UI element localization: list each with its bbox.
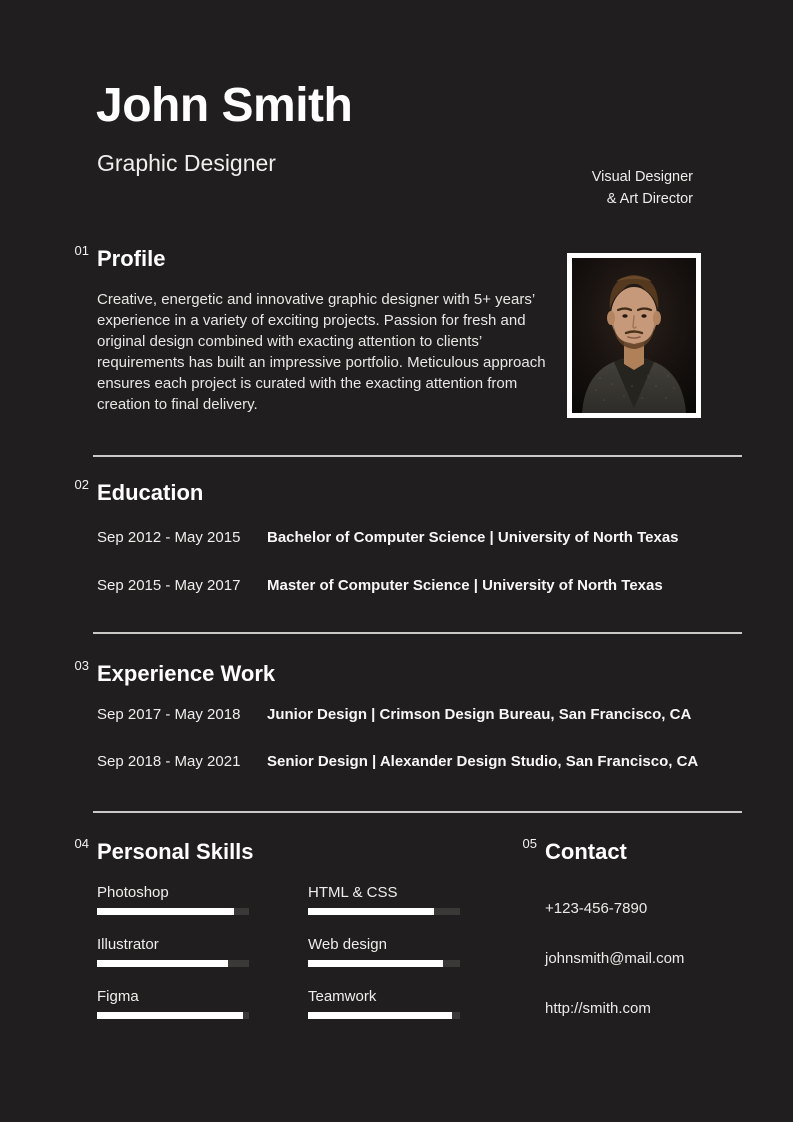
skill-bar-fill [97, 960, 228, 967]
section-number-skills: 04 [74, 836, 89, 851]
section-number-profile: 01 [74, 243, 89, 258]
person-name: John Smith [96, 79, 353, 132]
experience-detail: Junior Design | Crimson Design Bureau, San Francisco, CA [267, 706, 692, 723]
education-detail: Bachelor of Computer Science | University of North Texas [267, 529, 679, 546]
education-row [97, 529, 717, 546]
education-detail: Master of Computer Science | University of North Texas [267, 577, 663, 594]
skill-label: Web design [308, 936, 387, 953]
experience-dates: Sep 2018 - May 2021 [97, 753, 241, 770]
skill-label: Illustrator [97, 936, 159, 953]
section-title-experience: Experience Work [97, 661, 276, 686]
profile-summary-text: Creative, energetic and innovative graphic designer with 5+ years’ experience in a variety of exciting projects. Passion for fresh and original design combined with exacting attention to clients’ requirements has built an impressive portfolio. Meticulous approach ensures each project is curated with the exacting attention from creation to final delivery. [97, 291, 546, 413]
section-number-experience: 03 [74, 658, 89, 673]
section-heading-skills [74, 836, 254, 864]
skill-bar-track [308, 1012, 460, 1019]
education-dates: Sep 2015 - May 2017 [97, 577, 241, 594]
skill-bar-fill [308, 960, 443, 967]
section-number-education: 02 [74, 477, 89, 492]
skill-item [97, 988, 249, 1019]
section-heading-experience [74, 658, 276, 686]
skill-item [308, 884, 460, 915]
skill-bar-track [97, 1012, 249, 1019]
contact-phone[interactable]: +123-456-7890 [545, 900, 648, 917]
skill-label: HTML & CSS [308, 884, 398, 901]
skill-item [97, 884, 249, 915]
experience-row [97, 753, 717, 770]
tagline-line-1: Visual Designer [591, 169, 693, 185]
section-divider [93, 455, 742, 457]
education-row [97, 577, 717, 594]
section-title-education: Education [97, 480, 204, 505]
experience-dates: Sep 2017 - May 2018 [97, 706, 241, 723]
portrait-illustration [572, 258, 696, 413]
section-title-skills: Personal Skills [97, 839, 254, 864]
skill-item [308, 936, 460, 967]
profile-photo [567, 253, 701, 418]
contact-website[interactable]: http://smith.com [545, 1000, 651, 1017]
section-heading-contact [522, 836, 627, 864]
skill-item [308, 988, 460, 1019]
section-title-contact: Contact [545, 839, 627, 864]
contact-email[interactable]: johnsmith@mail.com [545, 950, 685, 967]
skill-label: Teamwork [308, 988, 377, 1005]
section-number-contact: 05 [522, 836, 537, 851]
section-heading-profile [74, 243, 166, 271]
skill-bar-fill [97, 1012, 243, 1019]
skill-bar-fill [308, 908, 434, 915]
skill-bar-fill [308, 1012, 452, 1019]
skill-bar-track [97, 960, 249, 967]
skill-bar-track [308, 960, 460, 967]
experience-row [97, 706, 717, 723]
section-heading-education [74, 477, 204, 505]
skill-bar-fill [97, 908, 234, 915]
education-dates: Sep 2012 - May 2015 [97, 529, 241, 546]
skill-label: Figma [97, 988, 139, 1005]
section-divider [93, 632, 742, 634]
skill-bar-track [97, 908, 249, 915]
skill-label: Photoshop [97, 884, 169, 901]
experience-detail: Senior Design | Alexander Design Studio, San Francisco, CA [267, 753, 699, 770]
skill-bar-track [308, 908, 460, 915]
section-divider [93, 811, 742, 813]
person-job-title: Graphic Designer [97, 150, 276, 176]
tagline [592, 167, 693, 210]
section-title-profile: Profile [97, 246, 166, 271]
skill-item [97, 936, 249, 967]
tagline-line-2: & Art Director [606, 190, 693, 207]
